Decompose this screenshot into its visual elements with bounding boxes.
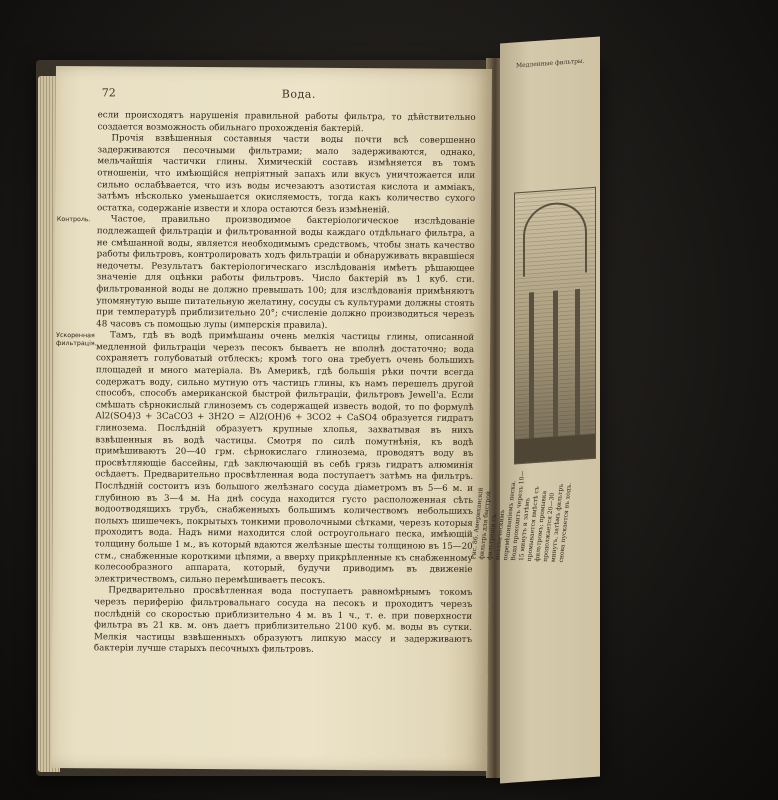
paragraph: если происходятъ нарушенія правильной работы фильтра, то дѣйствительно создается возможность обильнаго прохожденія бактерій.	[97, 110, 476, 134]
paragraph: Тамъ, гдѣ въ водѣ примѣшаны очень мелкія частицы глины, описанной медленной фильтраціи черезъ песокъ бываетъ не вполнѣ достаточно; вода сохраняетъ голубоватый отблескъ; кромѣ того она требуетъ очень большихъ площадей и много матеріала. Въ Америкѣ, гдѣ большія рѣки почти всегда содержатъ воду, сильно мутную отъ частицъ глины, къ намъ перешелъ другой способъ, способъ американской быстрой фильтраціи, фильтровъ Jewell'а. Если смѣшать сѣрнокислый глиноземъ съ содержащей известь водой, то по формулѣ Al2(SO4)3 + 3CaCO3 + 3H2O = Al2(OH)6 + 3CO2 + CaSO4 образуется гидратъ глинозема. Послѣдній образуетъ крупные хлопья, захватывая въ нихъ взвѣшенныя въ водѣ частицы. Смотря по силѣ помутнѣнія, къ водѣ примѣшиваютъ 20—40 грм. сѣрнокислаго глинозема, проводятъ воду въ просвѣтляющіе бассейны, гдѣ заключающій въ себѣ грязь гидратъ алюминія осѣдаетъ. Предварительно просвѣтленная вода поступаетъ затѣмъ на фильтръ. Послѣдній состоитъ изъ большого желѣзнаго сосуда діаметромъ въ 5—6 м. и глубиною въ 3—4 м. На днѣ сосуда находится густо расположенная сѣть водоотводящихъ трубъ, снабженныхъ большимъ количествомъ небольшихъ полыхъ шишечекъ, покрытыхъ тонкими проволочными сѣтками, черезъ которыя проходитъ вода. Надъ ними находится слой остроугольнаго песка, имѣющій толщину больше 1 м., въ который вдаются желѣзные шесты толщиною въ 15—20 стм., снабженные короткими цѣпями, а вверху прикрѣпленные къ снабженному колесообразного аппарата, который, будучи приводимъ въ движеніе электричествомъ, сильно перемѣшиваетъ песокъ.	[94, 330, 475, 586]
page-number: 72	[101, 86, 116, 100]
paragraph: Предварительно просвѣтленная вода поступаетъ равномѣрнымъ токомъ черезъ периферію фильтровальнаго сосуда на песокъ и проходитъ черезъ послѣдній со скоростью приблизительно 4 м. въ 1 ч., т. е. при поверхности фильтра въ 21 кв. м. онъ даетъ приблизительно 2100 куб. м. воды въ сутки. Мелкія частицы взвѣшенныхъ образуютъ липкую массу и задерживаютъ бактеріи лучше старыхъ песочныхъ фильтровъ.	[93, 585, 473, 656]
illustration-column	[529, 292, 534, 442]
illustration-floor	[515, 434, 595, 464]
filter-illustration	[514, 187, 596, 465]
paragraph: Частое, правильно производимое бактеріологическое изслѣдованіе подлежащей фильтраціи и фильтрованной воды каждаго отдѣльнаго фильтра, а не смѣшанной воды, является необходимымъ средствомъ, чтобы знать качество работы фильтровъ, контролировать ходъ фильтраціи и обнаруживать вкравшіеся недочеты. Результатъ бактеріологическаго изслѣдованія имѣетъ рѣшающее значеніе для оцѣнки работы фильтровъ. Число бактерій въ 1 куб. сти. фильтрованной воды не должно превышать 100; для изслѣдованія примѣняютъ упомянутую выше питательную желатину, сосуды съ культурами должны стоять при температурѣ приблизительно 20°; счисленіе должно производиться черезъ 48 часовъ съ помощью лупы (имперскія правила).	[96, 214, 475, 331]
illustration-column	[553, 290, 558, 440]
paragraph: Прочія взвѣшенныя составныя части воды почти всѣ совершенно задерживаются песочными фильтрами; мало задерживаются, однако, мельчайшія частички глины. Химическій составъ измѣняется въ томъ отношеніи, что имѣющійся непріятный запахъ или вкусъ уничтожается или сильно ослабѣвается, что изъ воды исчезаютъ азотистая кислота и амміакъ, затѣмъ нѣсколько уменьшается окисляемость, тогда какъ количество сухого остатка, содержаніе извести и хлора остаются безъ измѣненій.	[96, 133, 476, 216]
section-control	[56, 214, 475, 334]
left-page	[51, 66, 492, 771]
section-rapid-filtration	[56, 330, 475, 589]
body-text	[56, 110, 476, 763]
illustration-arch	[523, 200, 587, 276]
margin-note: Контроль.	[56, 216, 91, 224]
right-page	[470, 37, 600, 784]
illustration-column	[575, 289, 580, 439]
margin-note: Ускоренная фильтрація.	[56, 332, 97, 348]
running-head: Вода.	[281, 87, 316, 101]
figure-caption: Рис. 86. Американскій фильтръ для быстрой фильтраціи съ механическимъ перемѣшиваніемъ песка. Вода проходитъ черезъ 10—15 минутъ и затѣмъ промывается вмѣстѣ съ фильтромъ; промывка продолжается 20—30 минутъ, затѣмъ фильтръ снова пускается въ ходъ.	[470, 470, 574, 563]
right-running-head: Медленные фильтры.	[516, 57, 585, 70]
